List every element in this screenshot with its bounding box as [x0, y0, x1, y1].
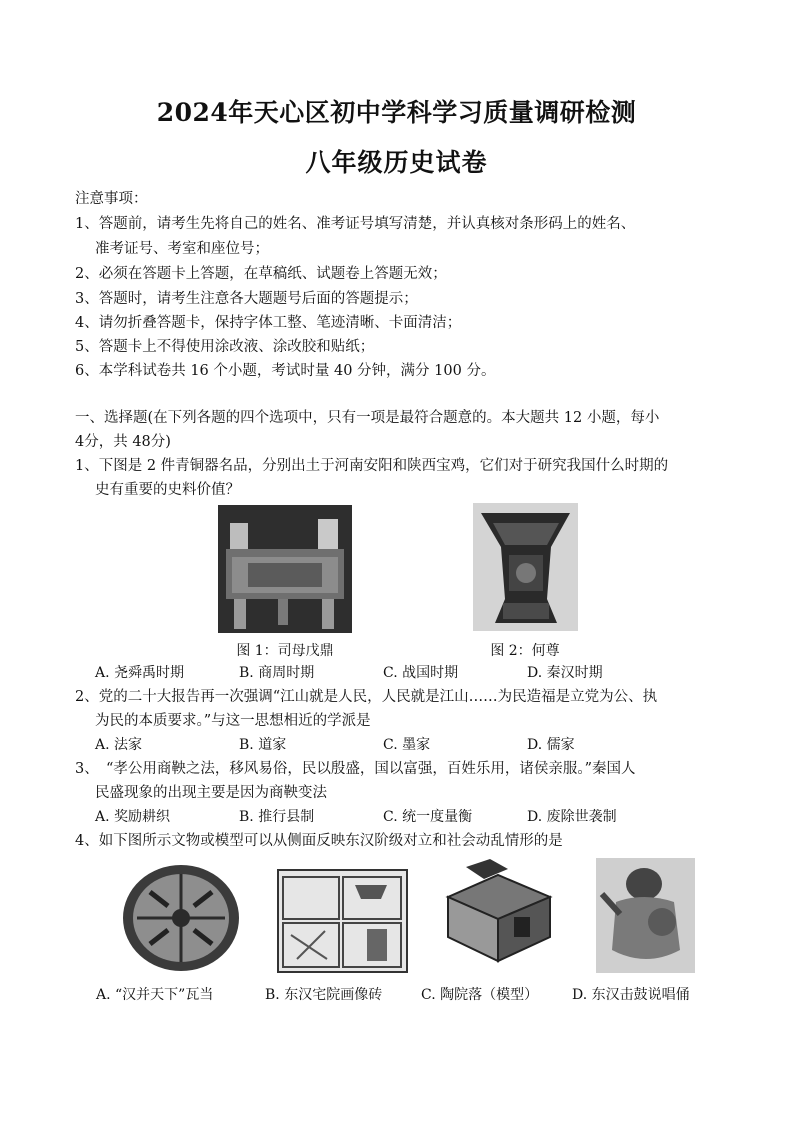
- exam-title: 2024年天心区初中学科学习质量调研检测: [156, 98, 637, 127]
- courtyard-brick-image: [277, 869, 408, 973]
- question-2-text: 2、党的二十大报告再一次强调“江山就是人民，人民就是江山……为民造福是立党为公、执: [75, 689, 658, 705]
- option-a: A. 尧舜禹时期: [95, 665, 185, 681]
- pottery-courtyard-image: [438, 857, 559, 973]
- option-b: B. 道家: [239, 737, 287, 753]
- question-3-text: 3、 “孝公用商鞅之法，移风易俗，民以殷盛，国以富强，百姓乐用，诸侯亲服。”秦国人: [75, 761, 636, 777]
- figure-c-caption: C. 陶院落（模型）: [421, 987, 539, 1003]
- he-zun-image: [473, 503, 578, 631]
- option-d: D. 儒家: [527, 737, 575, 753]
- notice-item: 2、必须在答题卡上答题，在草稿纸、试题卷上答题无效；: [75, 266, 447, 282]
- notice-item: 准考证号、考室和座位号；: [95, 241, 269, 257]
- section-heading-cont: 4分，共 48分): [75, 434, 171, 450]
- exam-subtitle: 八年级历史试卷: [305, 148, 488, 177]
- option-a: A. 法家: [95, 737, 143, 753]
- option-c: C. 战国时期: [383, 665, 459, 681]
- drum-storyteller-image: [596, 858, 695, 973]
- option-d: D. 秦汉时期: [527, 665, 603, 681]
- notice-item: 1、答题前，请考生先将自己的姓名、准考证号填写清楚，并认真核对条形码上的姓名、: [75, 216, 636, 232]
- question-1-text: 1、下图是 2 件青铜器名品，分别出土于河南安阳和陕西宝鸡，它们对于研究我国什么时期的: [75, 458, 669, 474]
- figure-1-caption: 图 1：司母戊鼎: [236, 643, 334, 659]
- option-c: C. 墨家: [383, 737, 431, 753]
- question-2-text-cont: 为民的本质要求。”与这一思想相近的学派是: [95, 713, 371, 729]
- notice-item: 5、答题卡上不得使用涂改液、涂改胶和贴纸；: [75, 339, 375, 355]
- option-b: B. 推行县制: [239, 809, 315, 825]
- question-3-text-cont: 民盛现象的出现主要是因为商鞅变法: [95, 785, 327, 801]
- notice-item: 4、请勿折叠答题卡，保持字体工整、笔迹清晰、卡面清洁；: [75, 315, 462, 331]
- question-1-text-cont: 史有重要的史料价值？: [95, 482, 240, 498]
- figure-b-caption: B. 东汉宅院画像砖: [265, 987, 383, 1003]
- question-1-options: [95, 663, 735, 683]
- figure-d-caption: D. 东汉击鼓说唱俑: [572, 987, 690, 1003]
- question-3-options: [95, 807, 735, 827]
- notice-heading: 注意事项：: [75, 191, 148, 207]
- option-b: B. 商周时期: [239, 665, 315, 681]
- notice-item: 6、本学科试卷共 16 个小题，考试时量 40 分钟，满分 100 分。: [75, 363, 496, 379]
- option-c: C. 统一度量衡: [383, 809, 473, 825]
- question-4-text: 4、如下图所示文物或模型可以从侧面反映东汉阶级对立和社会动乱情形的是: [75, 833, 563, 849]
- figure-2-caption: 图 2：何尊: [490, 643, 560, 659]
- simuwu-ding-image: [218, 505, 352, 633]
- tile-end-image: [120, 862, 242, 974]
- notice-item: 3、答题时，请考生注意各大题题号后面的答题提示；: [75, 291, 418, 307]
- figure-a-caption: A. “汉并天下”瓦当: [96, 987, 214, 1003]
- option-a: A. 奖励耕织: [95, 809, 171, 825]
- section-heading: 一、选择题(在下列各题的四个选项中，只有一项是最符合题意的。本大题共 12 小题，每小: [75, 410, 660, 426]
- option-d: D. 废除世袭制: [527, 809, 617, 825]
- question-2-options: [95, 735, 735, 755]
